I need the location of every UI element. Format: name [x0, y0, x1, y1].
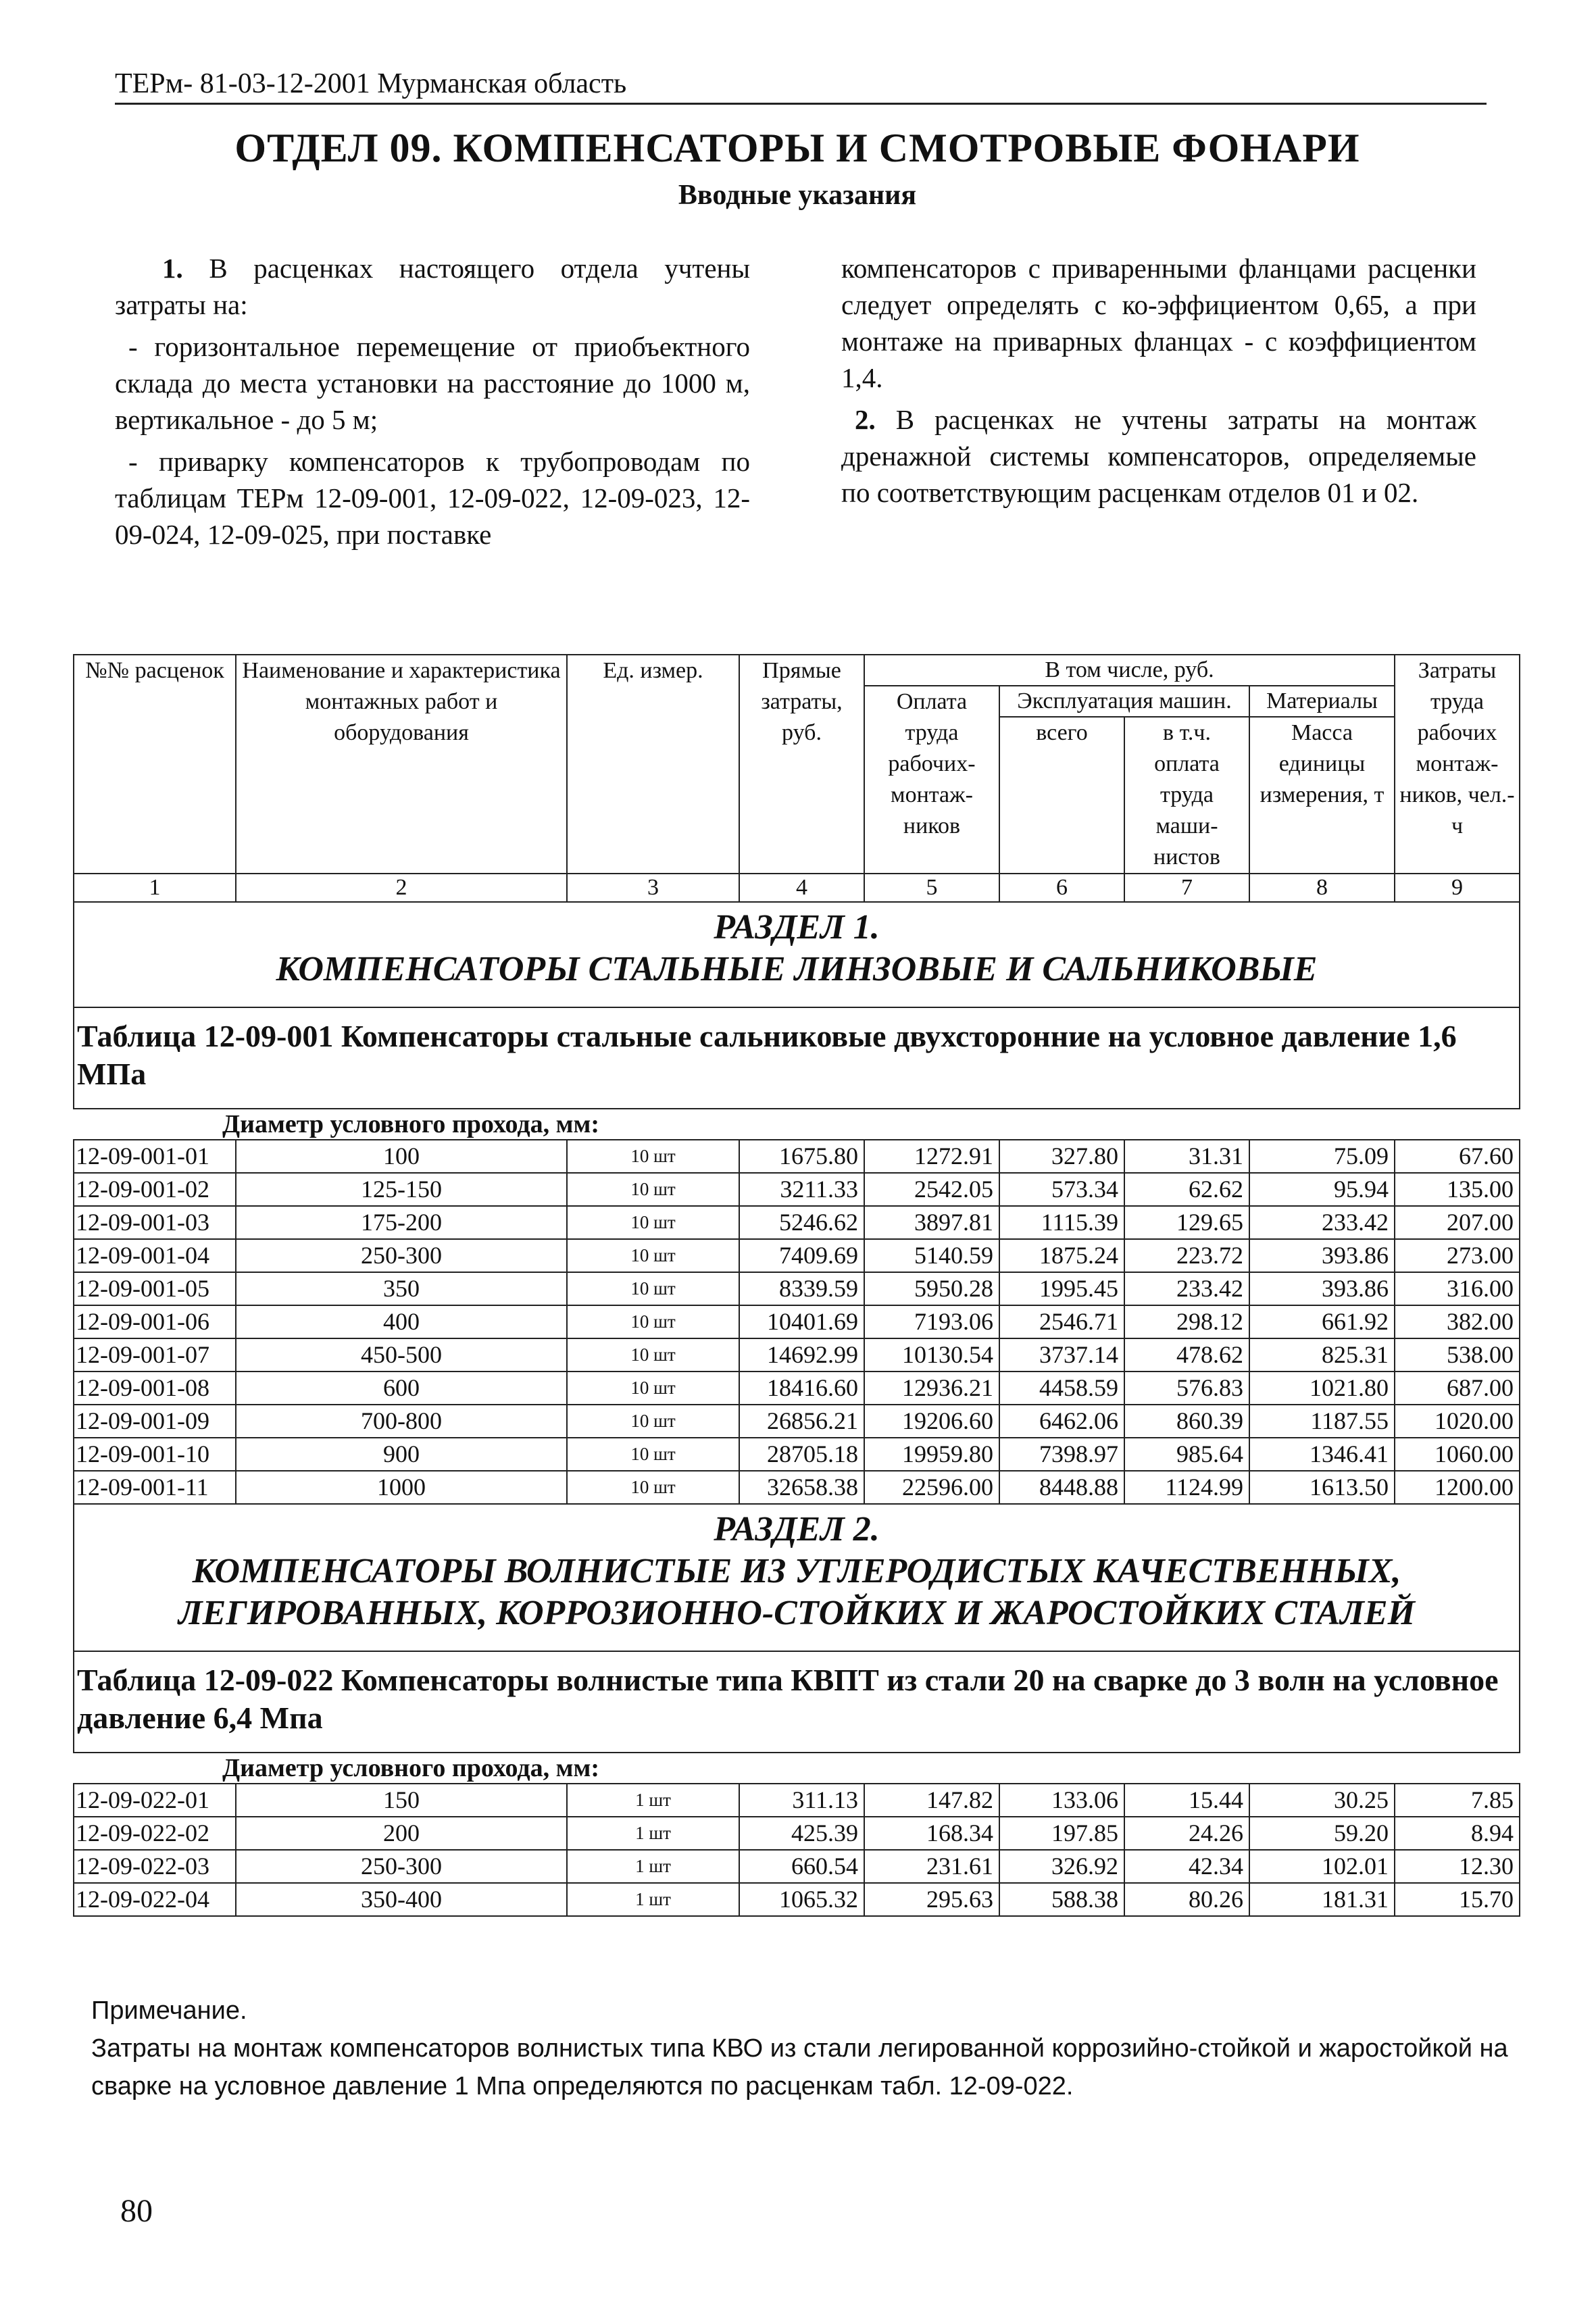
- table-row: [74, 1305, 1520, 1338]
- unit: 1 шт: [567, 1883, 739, 1916]
- machinist-wages: 129.65: [1124, 1206, 1249, 1239]
- labor-hours: 8.94: [1395, 1817, 1520, 1850]
- direct-costs: 660.54: [739, 1850, 864, 1883]
- table-1-caption: Таблица 12-09-001 Компенсаторы стальные сальниковые двухсторонние на условное давление 1,6 МПа: [74, 1007, 1520, 1109]
- machine-costs: 6462.06: [999, 1405, 1124, 1438]
- unit: 10 шт: [567, 1405, 739, 1438]
- machine-costs: 1115.39: [999, 1206, 1124, 1239]
- work-description: 350-400: [236, 1883, 567, 1916]
- unit: 10 шт: [567, 1272, 739, 1305]
- rate-code: 12-09-001-04: [74, 1239, 236, 1272]
- column-number: 7: [1124, 874, 1249, 902]
- labor-hours: 67.60: [1395, 1140, 1520, 1173]
- machinist-wages: 233.42: [1124, 1272, 1249, 1305]
- footnote-text: Затраты на монтаж компенсаторов волнистых типа КВО из стали легированной коррозийно-стойкой и жаростойкой на сварке на условное давление 1 Мпа определяются по расценкам табл. 12-09-022.: [91, 2034, 1508, 2101]
- table-row: [74, 1272, 1520, 1305]
- unit-mass: 393.86: [1249, 1272, 1395, 1305]
- labor-hours: 207.00: [1395, 1206, 1520, 1239]
- column-number: 6: [999, 874, 1124, 902]
- wages: 10130.54: [864, 1338, 999, 1372]
- machine-costs: 133.06: [999, 1784, 1124, 1817]
- work-description: 200: [236, 1817, 567, 1850]
- work-description: 400: [236, 1305, 567, 1338]
- column-number: 9: [1395, 874, 1520, 902]
- table-2-rows: [74, 1784, 1520, 1916]
- direct-costs: 18416.60: [739, 1372, 864, 1405]
- wages: 7193.06: [864, 1305, 999, 1338]
- table-row: [74, 1173, 1520, 1206]
- direct-costs: 8339.59: [739, 1272, 864, 1305]
- table-row: [74, 1438, 1520, 1471]
- labor-hours: 1020.00: [1395, 1405, 1520, 1438]
- table-row: [74, 1817, 1520, 1850]
- work-description: 150: [236, 1784, 567, 1817]
- header-labor-costs: Затраты труда рабочих монтаж-ников, чел.-ч: [1395, 655, 1520, 874]
- direct-costs: 14692.99: [739, 1338, 864, 1372]
- diameter-label: Диаметр условного прохода, мм:: [74, 1109, 1520, 1140]
- unit-mass: 393.86: [1249, 1239, 1395, 1272]
- section-1-heading: [74, 902, 1520, 1007]
- unit-mass: 181.31: [1249, 1883, 1395, 1916]
- wages: 2542.05: [864, 1173, 999, 1206]
- work-description: 350: [236, 1272, 567, 1305]
- section-1-number: РАЗДЕЛ 1.: [714, 908, 880, 947]
- wages: 295.63: [864, 1883, 999, 1916]
- page-number: 80: [120, 2193, 153, 2229]
- wages: 231.61: [864, 1850, 999, 1883]
- section-title: ОТДЕЛ 09. КОМПЕНСАТОРЫ И СМОТРОВЫЕ ФОНАРИ: [234, 126, 1360, 170]
- paragraph-text: В расценках настоящего отдела учтены затраты на:: [115, 253, 751, 320]
- machine-costs: 1995.45: [999, 1272, 1124, 1305]
- unit-mass: 661.92: [1249, 1305, 1395, 1338]
- unit: 10 шт: [567, 1372, 739, 1405]
- intro-item-transport: - горизонтальное перемещение от приобъектного склада до места установки на расстояние до 1000 м, вертикальное - до 5 м;: [115, 331, 750, 435]
- unit-mass: 59.20: [1249, 1817, 1395, 1850]
- table-row: [74, 1850, 1520, 1883]
- rates-table: [73, 654, 1520, 1917]
- machinist-wages: 223.72: [1124, 1239, 1249, 1272]
- direct-costs: 5246.62: [739, 1206, 864, 1239]
- table-row: [74, 1883, 1520, 1916]
- labor-hours: 316.00: [1395, 1272, 1520, 1305]
- section-2-number: РАЗДЕЛ 2.: [714, 1510, 880, 1549]
- machine-costs: 573.34: [999, 1173, 1124, 1206]
- column-number: 8: [1249, 874, 1395, 902]
- machine-costs: 197.85: [999, 1817, 1124, 1850]
- rate-code: 12-09-001-11: [74, 1471, 236, 1504]
- wages: 12936.21: [864, 1372, 999, 1405]
- unit-mass: 102.01: [1249, 1850, 1395, 1883]
- work-description: 450-500: [236, 1338, 567, 1372]
- machinist-wages: 860.39: [1124, 1405, 1249, 1438]
- machinist-wages: 1124.99: [1124, 1471, 1249, 1504]
- wages: 1272.91: [864, 1140, 999, 1173]
- header-machinist-wages: в т.ч. оплата труда маши-нистов: [1124, 717, 1249, 874]
- machine-costs: 7398.97: [999, 1438, 1124, 1471]
- section-subtitle: Вводные указания: [678, 180, 917, 211]
- header-wages: Оплата труда рабочих-монтаж-ников: [864, 686, 999, 874]
- rate-code: 12-09-001-08: [74, 1372, 236, 1405]
- labor-hours: 382.00: [1395, 1305, 1520, 1338]
- unit: 10 шт: [567, 1173, 739, 1206]
- labor-hours: 1060.00: [1395, 1438, 1520, 1471]
- intro-item-welding-cont: компенсаторов с приваренными фланцами расценки следует определять с ко-эффициентом 0,65, а при монтаже на приварных фланцах - с коэффициентом 1,4.: [841, 253, 1476, 393]
- machinist-wages: 15.44: [1124, 1784, 1249, 1817]
- machinist-wages: 42.34: [1124, 1850, 1249, 1883]
- column-number: 3: [567, 874, 739, 902]
- rate-code: 12-09-001-03: [74, 1206, 236, 1239]
- header-machines: Эксплуатация машин.: [999, 686, 1249, 717]
- unit: 1 шт: [567, 1784, 739, 1817]
- unit-mass: 95.94: [1249, 1173, 1395, 1206]
- machine-costs: 4458.59: [999, 1372, 1124, 1405]
- table-row: [74, 1206, 1520, 1239]
- work-description: 250-300: [236, 1239, 567, 1272]
- machinist-wages: 298.12: [1124, 1305, 1249, 1338]
- unit-mass: 1613.50: [1249, 1471, 1395, 1504]
- machinist-wages: 24.26: [1124, 1817, 1249, 1850]
- direct-costs: 28705.18: [739, 1438, 864, 1471]
- rate-code: 12-09-001-01: [74, 1140, 236, 1173]
- unit-mass: 1021.80: [1249, 1372, 1395, 1405]
- direct-costs: 26856.21: [739, 1405, 864, 1438]
- wages: 19206.60: [864, 1405, 999, 1438]
- column-number: 4: [739, 874, 864, 902]
- unit-mass: 825.31: [1249, 1338, 1395, 1372]
- labor-hours: 1200.00: [1395, 1471, 1520, 1504]
- table-row: [74, 1405, 1520, 1438]
- machine-costs: 326.92: [999, 1850, 1124, 1883]
- unit: 1 шт: [567, 1850, 739, 1883]
- direct-costs: 3211.33: [739, 1173, 864, 1206]
- table-row: [74, 1140, 1520, 1173]
- header-materials: Материалы: [1249, 686, 1395, 717]
- machinist-wages: 985.64: [1124, 1438, 1249, 1471]
- footnote-label: Примечание.: [91, 1996, 247, 2025]
- table-row: [74, 1338, 1520, 1372]
- unit: 1 шт: [567, 1817, 739, 1850]
- direct-costs: 10401.69: [739, 1305, 864, 1338]
- table-row: [74, 1372, 1520, 1405]
- machinist-wages: 80.26: [1124, 1883, 1249, 1916]
- unit-mass: 30.25: [1249, 1784, 1395, 1817]
- machine-costs: 327.80: [999, 1140, 1124, 1173]
- machinist-wages: 576.83: [1124, 1372, 1249, 1405]
- intro-right-column: [841, 250, 1476, 516]
- rate-code: 12-09-022-03: [74, 1850, 236, 1883]
- wages: 5950.28: [864, 1272, 999, 1305]
- work-description: 1000: [236, 1471, 567, 1504]
- work-description: 600: [236, 1372, 567, 1405]
- section-1-title: КОМПЕНСАТОРЫ СТАЛЬНЫЕ ЛИНЗОВЫЕ И САЛЬНИКОВЫЕ: [276, 950, 1318, 988]
- work-description: 100: [236, 1140, 567, 1173]
- footnote: [91, 1992, 1510, 2105]
- wages: 147.82: [864, 1784, 999, 1817]
- paragraph-number: 2.: [855, 404, 876, 435]
- column-number: 5: [864, 874, 999, 902]
- direct-costs: 1065.32: [739, 1883, 864, 1916]
- section-2-heading: [74, 1504, 1520, 1651]
- intro-left-column: [115, 250, 750, 558]
- intro-paragraph-2: [841, 401, 1476, 511]
- unit-mass: 1187.55: [1249, 1405, 1395, 1438]
- unit: 10 шт: [567, 1140, 739, 1173]
- table-row: [74, 1784, 1520, 1817]
- running-head: ТЕРм- 81-03-12-2001 Мурманская область: [115, 68, 1487, 105]
- work-description: 250-300: [236, 1850, 567, 1883]
- labor-hours: 15.70: [1395, 1883, 1520, 1916]
- table-2-caption: Таблица 12-09-022 Компенсаторы волнистые типа КВПТ из стали 20 на сварке до 3 волн на условное давление 6,4 Мпа: [74, 1651, 1520, 1753]
- unit: 10 шт: [567, 1471, 739, 1504]
- diameter-label: Диаметр условного прохода, мм:: [74, 1753, 1520, 1784]
- labor-hours: 273.00: [1395, 1239, 1520, 1272]
- paragraph-text: В расценках не учтены затраты на монтаж дренажной системы компенсаторов, определяемые по соответствующим расценкам отделов 01 и 02.: [841, 404, 1476, 508]
- table-1-rows: [74, 1140, 1520, 1504]
- direct-costs: 425.39: [739, 1817, 864, 1850]
- paragraph-number: 1.: [162, 253, 183, 284]
- machine-costs: 588.38: [999, 1883, 1124, 1916]
- unit: 10 шт: [567, 1239, 739, 1272]
- machine-costs: 8448.88: [999, 1471, 1124, 1504]
- unit-mass: 233.42: [1249, 1206, 1395, 1239]
- section-2-title-line-2: ЛЕГИРОВАННЫХ, КОРРОЗИОННО-СТОЙКИХ И ЖАРОСТОЙКИХ СТАЛЕЙ: [178, 1594, 1416, 1632]
- intro-paragraph-1: [115, 250, 750, 323]
- work-description: 700-800: [236, 1405, 567, 1438]
- table-row: [74, 1471, 1520, 1504]
- header-machines-total: всего: [999, 717, 1124, 874]
- work-description: 900: [236, 1438, 567, 1471]
- diameter-row: [74, 1753, 1520, 1784]
- rate-code: 12-09-001-10: [74, 1438, 236, 1471]
- unit-mass: 1346.41: [1249, 1438, 1395, 1471]
- rate-code: 12-09-022-02: [74, 1817, 236, 1850]
- wages: 168.34: [864, 1817, 999, 1850]
- machine-costs: 2546.71: [999, 1305, 1124, 1338]
- header-direct-costs: Прямые затраты, руб.: [739, 655, 864, 874]
- machine-costs: 1875.24: [999, 1239, 1124, 1272]
- labor-hours: 538.00: [1395, 1338, 1520, 1372]
- rate-code: 12-09-001-05: [74, 1272, 236, 1305]
- rate-code: 12-09-001-06: [74, 1305, 236, 1338]
- wages: 22596.00: [864, 1471, 999, 1504]
- unit: 10 шт: [567, 1338, 739, 1372]
- header-including: В том числе, руб.: [864, 655, 1395, 686]
- section-2-title-line-1: КОМПЕНСАТОРЫ ВОЛНИСТЫЕ ИЗ УГЛЕРОДИСТЫХ КАЧЕСТВЕННЫХ,: [192, 1552, 1401, 1590]
- unit-mass: 75.09: [1249, 1140, 1395, 1173]
- labor-hours: 687.00: [1395, 1372, 1520, 1405]
- direct-costs: 32658.38: [739, 1471, 864, 1504]
- wages: 3897.81: [864, 1206, 999, 1239]
- table-2-caption-row: [74, 1651, 1520, 1753]
- labor-hours: 12.30: [1395, 1850, 1520, 1883]
- header-unit: Ед. измер.: [567, 655, 739, 874]
- direct-costs: 1675.80: [739, 1140, 864, 1173]
- unit: 10 шт: [567, 1206, 739, 1239]
- unit: 10 шт: [567, 1305, 739, 1338]
- machinist-wages: 478.62: [1124, 1338, 1249, 1372]
- table-row: [74, 1239, 1520, 1272]
- rate-code: 12-09-001-09: [74, 1405, 236, 1438]
- column-number: 1: [74, 874, 236, 902]
- work-description: 125-150: [236, 1173, 567, 1206]
- machine-costs: 3737.14: [999, 1338, 1124, 1372]
- machinist-wages: 62.62: [1124, 1173, 1249, 1206]
- header-unit-mass: Масса единицы измерения, т: [1249, 717, 1395, 874]
- direct-costs: 311.13: [739, 1784, 864, 1817]
- intro-item-welding: - приварку компенсаторов к трубопроводам по таблицам ТЕРм 12-09-001, 12-09-022, 12-09-023, 12-09-024, 12-09-025, при поставке: [115, 446, 750, 550]
- labor-hours: 7.85: [1395, 1784, 1520, 1817]
- wages: 19959.80: [864, 1438, 999, 1471]
- wages: 5140.59: [864, 1239, 999, 1272]
- machinist-wages: 31.31: [1124, 1140, 1249, 1173]
- direct-costs: 7409.69: [739, 1239, 864, 1272]
- column-number-row: [74, 874, 1520, 902]
- header-code: №№ расценок: [74, 655, 236, 874]
- rate-code: 12-09-001-07: [74, 1338, 236, 1372]
- header-name: Наименование и характеристика монтажных работ и оборудования: [236, 655, 567, 874]
- column-number: 2: [236, 874, 567, 902]
- table-1-caption-row: [74, 1007, 1520, 1109]
- rate-code: 12-09-022-04: [74, 1883, 236, 1916]
- rate-code: 12-09-001-02: [74, 1173, 236, 1206]
- diameter-row: [74, 1109, 1520, 1140]
- labor-hours: 135.00: [1395, 1173, 1520, 1206]
- work-description: 175-200: [236, 1206, 567, 1239]
- rate-code: 12-09-022-01: [74, 1784, 236, 1817]
- unit: 10 шт: [567, 1438, 739, 1471]
